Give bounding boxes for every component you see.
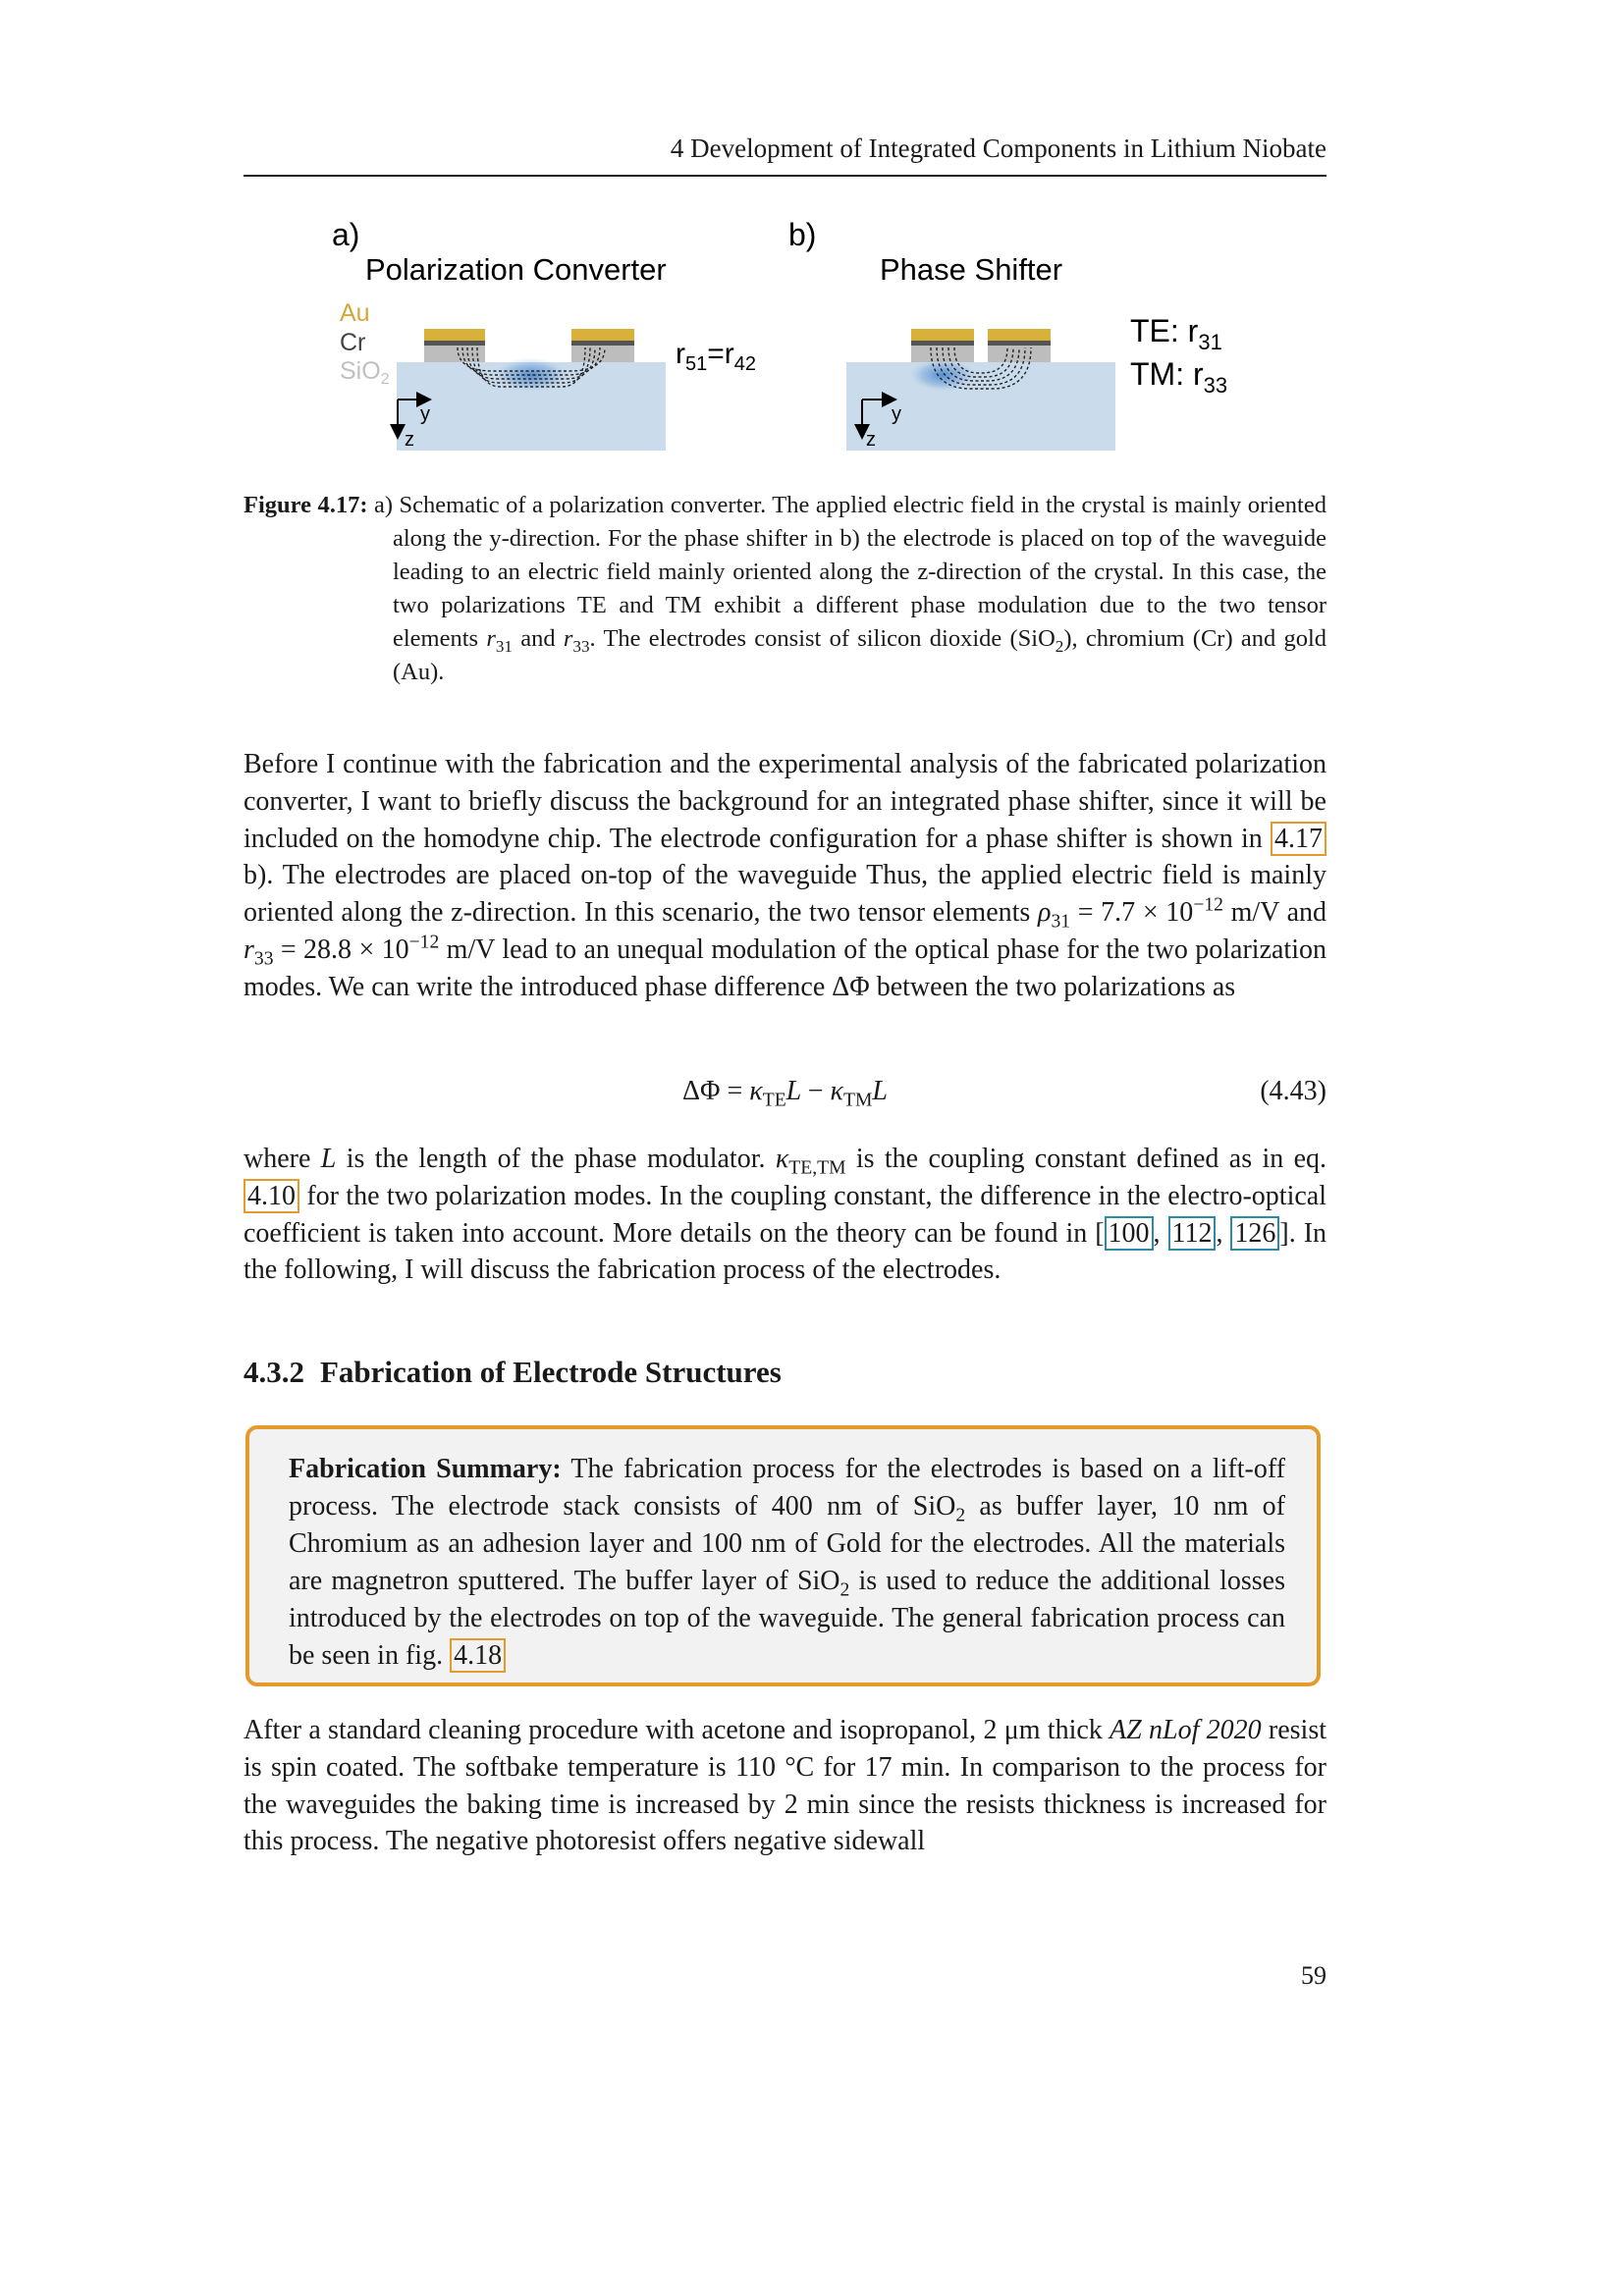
panel-a [332, 218, 756, 451]
axis-z-a: z [405, 429, 414, 451]
citation-126[interactable]: 126 [1230, 1216, 1279, 1251]
legend-au: Au [340, 299, 370, 327]
equation-ref-4-10[interactable]: 4.10 [244, 1179, 299, 1213]
equation-number: (4.43) [1260, 1076, 1326, 1106]
section-heading [244, 1355, 782, 1390]
electrode-right-b [988, 329, 1051, 362]
crystal-substrate-b [846, 362, 1115, 451]
paragraph-1-part2: b). The electrodes are placed on-top of the waveguide Thus, the applied electric field is mainly oriented along the z-direction. In this scenario, the two tensor elements $\rho_{31} = 7.7 \times 10^{-12}$ m/V and $r_{33} = 28.8 \times 10^{-12}$ m/V lead to an unequal modulation of the optical phase for the two polarization modes. We can write the introduced phase difference ΔΦ between the two polarizations as [244, 860, 1327, 1002]
legend-cr: Cr [340, 329, 366, 356]
panel-a-label: a) [332, 218, 360, 252]
te-label: TE: $r_{31}$ [1130, 313, 1222, 354]
running-header: 4 Development of Integrated Components in Lithium Niobate [670, 133, 1326, 163]
citation-100[interactable]: 100 [1105, 1216, 1154, 1251]
caption-label: Figure 4.17: [244, 492, 368, 518]
equation-body: $\Delta\Phi = \kappa_{TE}L - \kappa_{TM}L$ [682, 1076, 888, 1111]
tm-label: TM: $r_{33}$ [1130, 356, 1228, 398]
summary-label: Fabrication Summary: [289, 1454, 562, 1484]
axis-y-b: y [892, 403, 901, 425]
equation-4-43 [244, 1076, 1326, 1115]
legend-sio2: SiO$_2$ [340, 357, 390, 388]
axis-y-a: y [420, 403, 430, 425]
page-number: 59 [1301, 1961, 1326, 1990]
waveguide-mode-b [907, 357, 978, 393]
paragraph-3-text: After a standard cleaning procedure with acetone and isopropanol, 2 μm thick AZ nLof 2020 resist is spin coated. The softbake temperature is 110 °C for 17 min. In comparison to the process for the waveguides the baking time is increased by 2 min since the resists thickness is increased for this process. The negative photoresist offers negative sidewall [244, 1715, 1326, 1857]
figure-ref-4-18[interactable]: 4.18 [450, 1638, 506, 1673]
figure-4-17 [295, 218, 1276, 463]
paragraph-1 [244, 746, 1326, 1006]
paragraph-2: where L is the length of the phase modulator. $\kappa_{TE,TM}$ is the coupling constant defined as in eq. 4.10 for the two polarization modes. In the coupling constant, the difference in the electro-optical coefficient is taken into account. More details on the theory can be found in [ 100 , 112 , 126 ]. In the following, I will discuss the fabrication process of the electrodes. [244, 1144, 1327, 1286]
paragraph-2-part1: where L is the length of the phase modulator. $\kappa_{TE,TM}$ is the coupling constant defined as in eq. [244, 1144, 1327, 1179]
panel-b-title: Phase Shifter [880, 252, 1063, 287]
coefficient-label-a: $r_{51}=r_{42}$ [676, 338, 757, 375]
header-rule [244, 175, 1326, 177]
panel-b-label: b) [788, 218, 817, 252]
section-title: Fabrication of Electrode Structures [320, 1355, 782, 1389]
electrode-left-a [424, 329, 485, 362]
summary-body: The fabrication process for the electrodes is based on a lift-off process. The electrode stack consists of 400 nm of SiO$_2$ as buffer layer, 10 nm of Chromium as an adhesion layer and 100 nm of Gold for the electrodes. All the materials are magnetron sputtered. The buffer layer of SiO$_2$ is used to reduce the additional losses introduced by the electrodes on top of the waveguide. The general fabrication process can be seen in fig. [289, 1454, 1285, 1671]
section-number: 4.3.2 [244, 1355, 304, 1389]
paragraph-2-part2: for the two polarization modes. In the coupling constant, the difference in the electro-optical coefficient is taken into account. More details on the theory can be found in [ [244, 1180, 1326, 1249]
citation-112[interactable]: 112 [1168, 1216, 1217, 1251]
paragraph-1-part1: Before I continue with the fabrication and the experimental analysis of the fabricated polarization converter, I want to briefly discuss the background for an integrated phase shifter, since it will be included on the homodyne chip. The electrode configuration for a phase shifter is shown in [244, 749, 1326, 854]
caption-text: a) Schematic of a polarization converter. The applied electric field in the crystal is mainly oriented along the y-direction. For the phase shifter in b) the electrode is placed on top of the waveguide leading to an electric field mainly oriented along the z-direction of the crystal. In this case, the two polarizations TE and TM exhibit a different phase modulation due to the two tensor elements $r_{31}$ and $r_{33}$. The electrodes consist of silicon dioxide (SiO$_2$), chromium (Cr) and gold (Au). [374, 492, 1327, 685]
axis-z-b: z [866, 429, 876, 451]
fabrication-summary-box [245, 1425, 1321, 1686]
fabrication-summary-text [289, 1451, 1285, 1675]
panel-b [788, 218, 1227, 451]
paragraph-2-part3: ]. In the following, I will discuss the fabrication process of the electrodes. [244, 1217, 1327, 1286]
panel-a-title: Polarization Converter [365, 252, 667, 287]
paragraph-3 [244, 1712, 1326, 1860]
figure-ref-4-17[interactable]: 4.17 [1271, 822, 1326, 856]
figure-caption [244, 489, 1326, 689]
electrode-left-b [911, 329, 974, 362]
